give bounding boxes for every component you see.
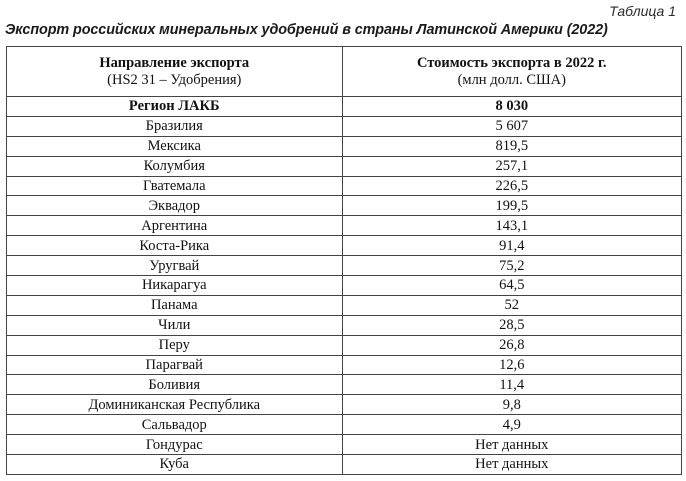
table-row xyxy=(7,395,682,415)
table-row xyxy=(7,116,682,136)
export-value-cell: 4,9 xyxy=(342,415,681,435)
export-value-cell: 199,5 xyxy=(342,196,681,216)
country-cell: Мексика xyxy=(7,136,343,156)
header-export-direction xyxy=(7,47,343,97)
export-value-cell: 819,5 xyxy=(342,136,681,156)
region-value-cell: 8 030 xyxy=(342,97,681,117)
table-row xyxy=(7,176,682,196)
export-value-cell: 5 607 xyxy=(342,116,681,136)
country-cell: Уругвай xyxy=(7,256,343,276)
table-row xyxy=(7,315,682,335)
export-value-cell: 12,6 xyxy=(342,355,681,375)
export-value-cell: 26,8 xyxy=(342,335,681,355)
table-row xyxy=(7,435,682,455)
table-row xyxy=(7,415,682,435)
region-name-cell: Регион ЛАКБ xyxy=(7,97,343,117)
export-value-cell: Нет данных xyxy=(342,435,681,455)
country-cell: Куба xyxy=(7,455,343,475)
header-export-direction-subtitle: (HS2 31 – Удобрения) xyxy=(107,71,242,88)
country-cell: Эквадор xyxy=(7,196,343,216)
export-value-cell: 226,5 xyxy=(342,176,681,196)
export-value-cell: 257,1 xyxy=(342,156,681,176)
export-value-cell: 64,5 xyxy=(342,276,681,296)
country-cell: Гондурас xyxy=(7,435,343,455)
export-value-cell: 75,2 xyxy=(342,256,681,276)
country-cell: Перу xyxy=(7,335,343,355)
country-cell: Панама xyxy=(7,295,343,315)
table-row xyxy=(7,375,682,395)
country-cell: Никарагуа xyxy=(7,276,343,296)
country-cell: Гватемала xyxy=(7,176,343,196)
country-cell: Коста-Рика xyxy=(7,236,343,256)
region-total-row xyxy=(7,97,682,117)
table-caption: Экспорт российских минеральных удобрений в страны Латинской Америки (2022) xyxy=(5,22,608,38)
header-export-value-subtitle: (млн долл. США) xyxy=(457,71,566,88)
header-export-direction-title: Направление экспорта xyxy=(99,54,250,71)
table-header-row xyxy=(7,47,682,97)
export-value-cell: 9,8 xyxy=(342,395,681,415)
table-row xyxy=(7,136,682,156)
table-row xyxy=(7,256,682,276)
country-cell: Боливия xyxy=(7,375,343,395)
table-number-label: Таблица 1 xyxy=(609,3,676,19)
table-row xyxy=(7,335,682,355)
export-value-cell: 91,4 xyxy=(342,236,681,256)
export-value-cell: Нет данных xyxy=(342,455,681,475)
table-row xyxy=(7,196,682,216)
header-export-value-title: Стоимость экспорта в 2022 г. xyxy=(416,54,607,71)
table-row xyxy=(7,276,682,296)
country-cell: Чили xyxy=(7,315,343,335)
export-value-cell: 11,4 xyxy=(342,375,681,395)
country-cell: Колумбия xyxy=(7,156,343,176)
table-row xyxy=(7,156,682,176)
export-table xyxy=(6,46,682,475)
country-cell: Парагвай xyxy=(7,355,343,375)
export-value-cell: 28,5 xyxy=(342,315,681,335)
table-row xyxy=(7,455,682,475)
country-cell: Доминиканская Республика xyxy=(7,395,343,415)
table-row xyxy=(7,216,682,236)
export-value-cell: 143,1 xyxy=(342,216,681,236)
table-row xyxy=(7,236,682,256)
table-row xyxy=(7,355,682,375)
country-cell: Сальвадор xyxy=(7,415,343,435)
country-cell: Аргентина xyxy=(7,216,343,236)
country-cell: Бразилия xyxy=(7,116,343,136)
table-row xyxy=(7,295,682,315)
export-value-cell: 52 xyxy=(342,295,681,315)
header-export-value xyxy=(342,47,681,97)
